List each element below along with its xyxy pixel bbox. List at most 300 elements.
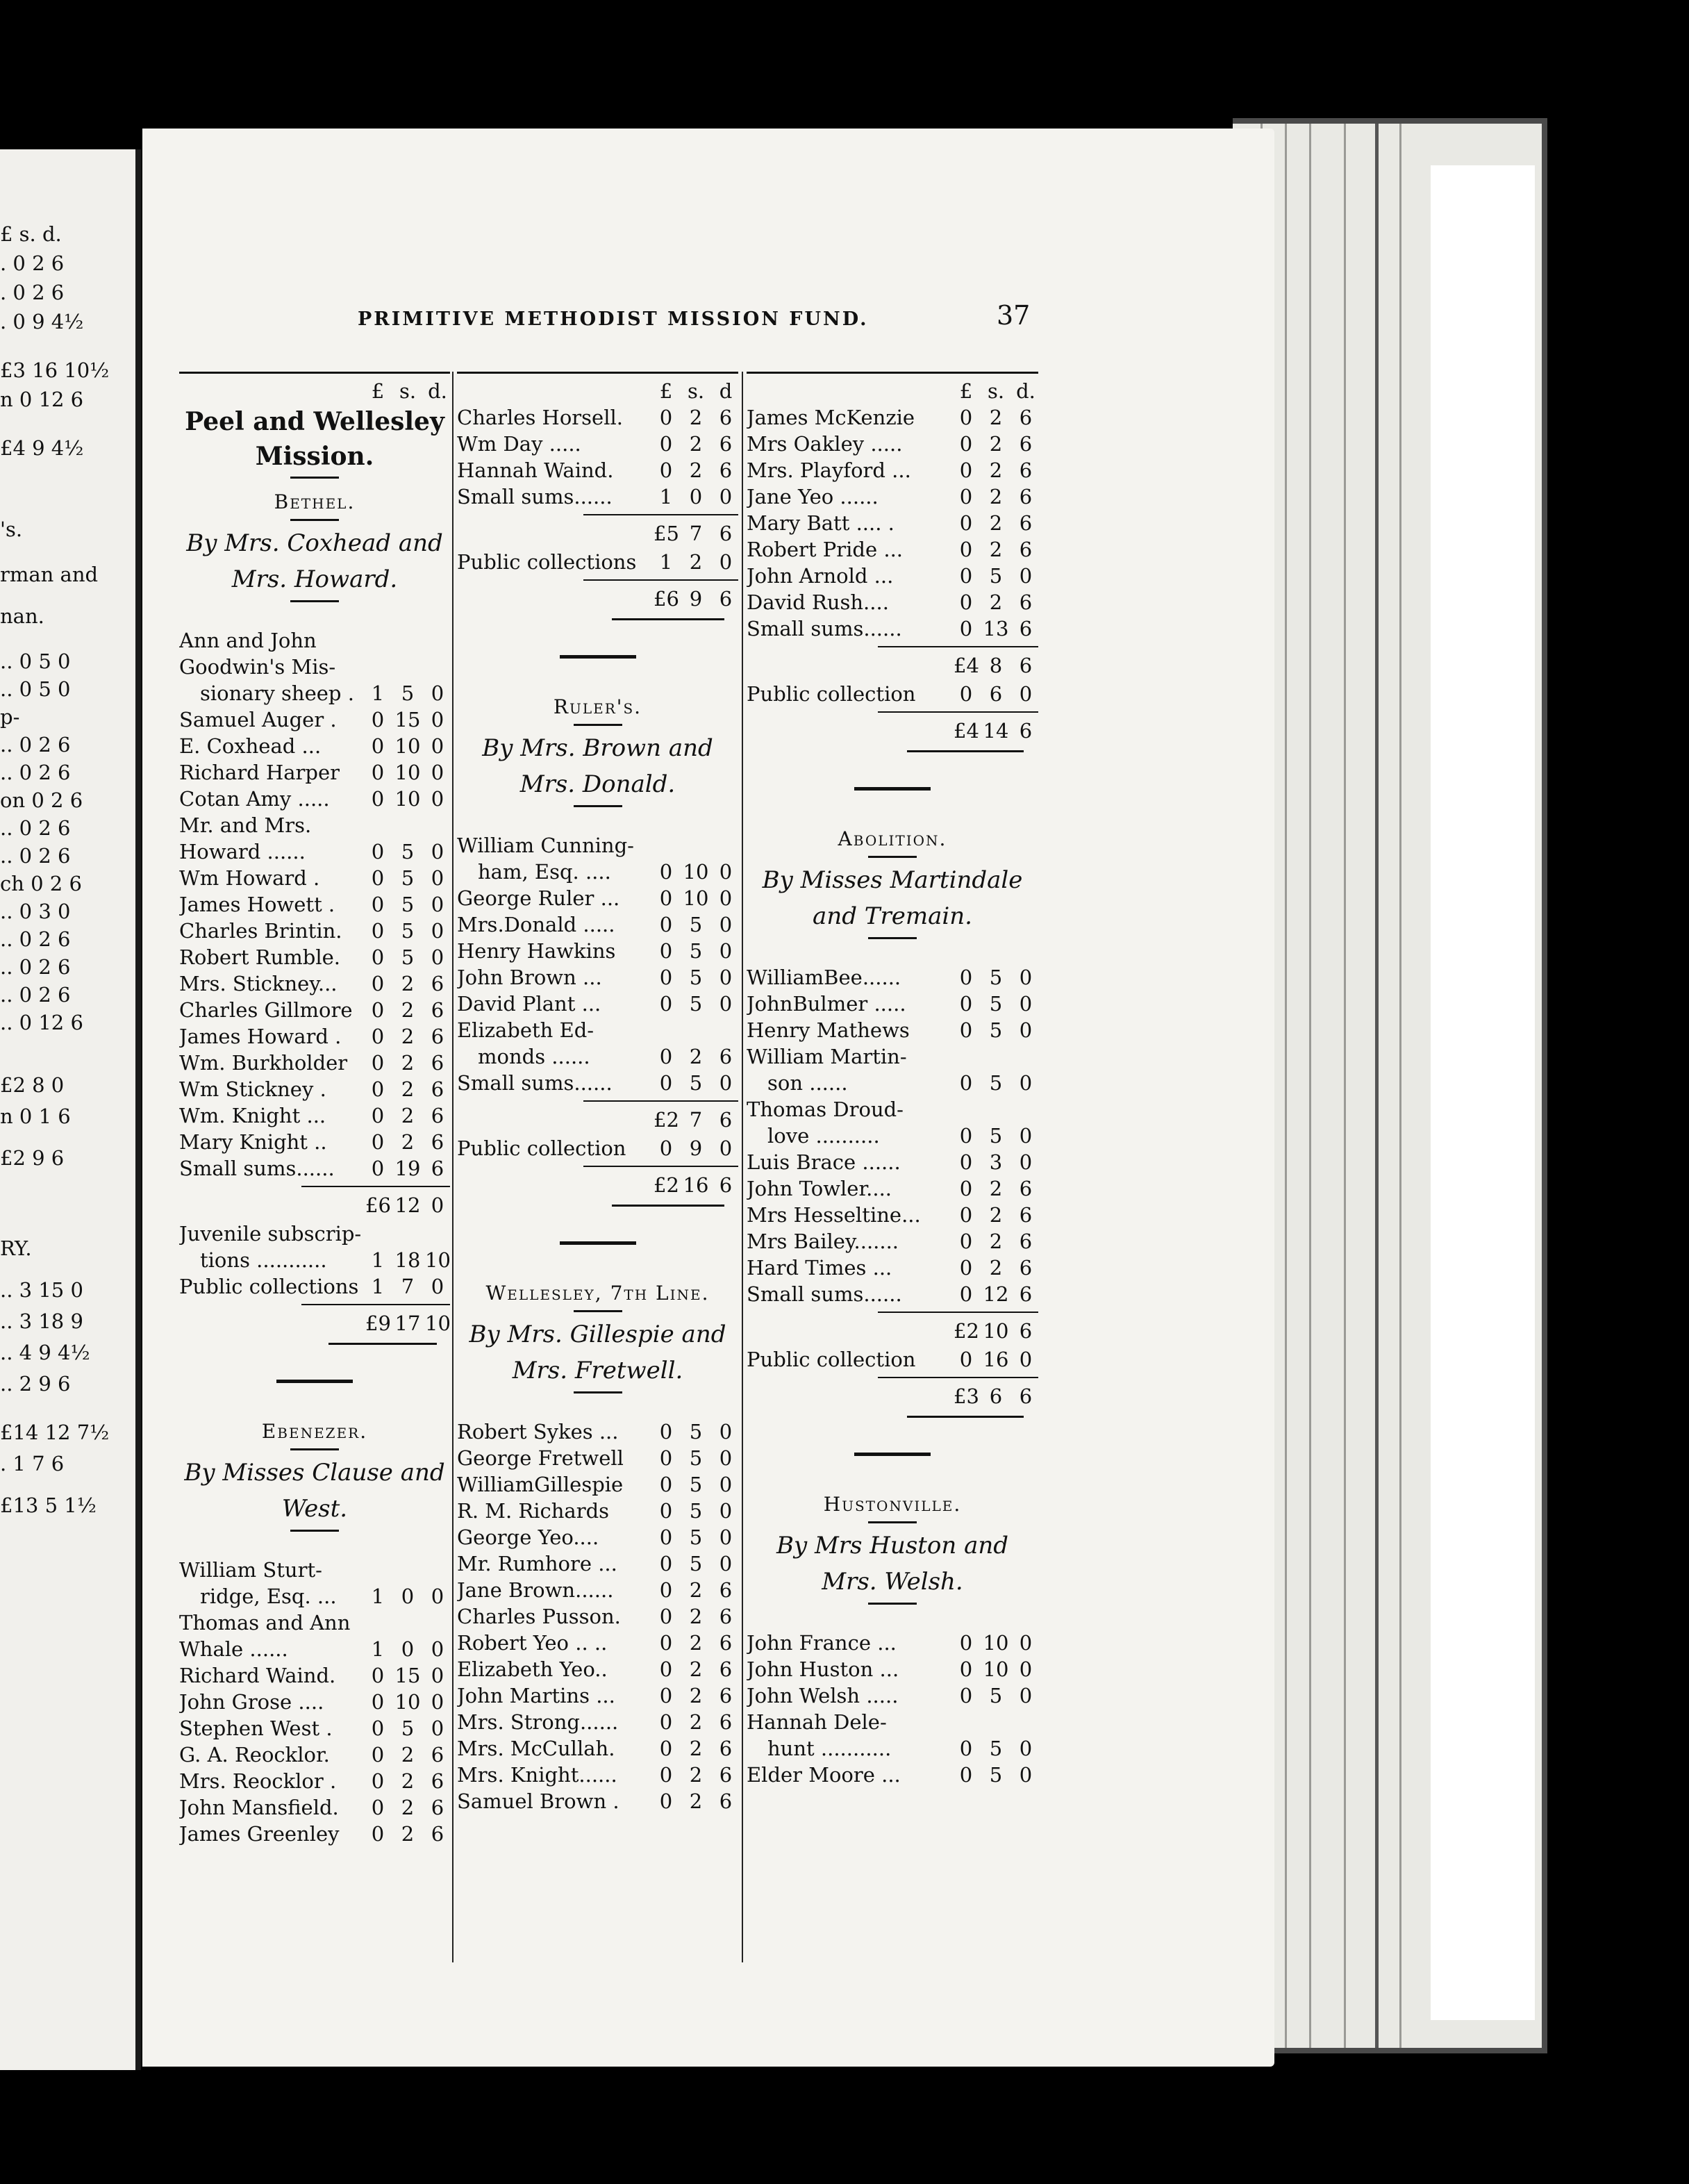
entry-row bbox=[747, 681, 1038, 707]
entry-name: Mrs Hesseltine... bbox=[747, 1203, 921, 1227]
pence: 0 bbox=[719, 1136, 733, 1160]
shillings: 5 bbox=[401, 893, 415, 916]
pence: 0 bbox=[431, 919, 444, 943]
shillings: 2 bbox=[989, 432, 1003, 456]
pounds: 0 bbox=[659, 966, 673, 989]
shillings: 17 bbox=[394, 1312, 421, 1335]
pounds: 0 bbox=[959, 1282, 973, 1306]
entry-row bbox=[457, 1524, 738, 1550]
pounds: £3 bbox=[954, 1384, 979, 1408]
pounds: 0 bbox=[371, 998, 385, 1022]
pounds: 0 bbox=[659, 458, 673, 482]
entry-row bbox=[747, 1202, 1038, 1228]
entry-row bbox=[457, 859, 738, 885]
entry-row bbox=[747, 1656, 1038, 1682]
pence: 0 bbox=[431, 1193, 444, 1217]
entry-name: Goodwin's Mis- bbox=[179, 655, 336, 679]
short-rule bbox=[290, 1530, 339, 1532]
entry-name: John France ... bbox=[747, 1631, 897, 1655]
collectors: By Mrs Huston and bbox=[776, 1532, 1009, 1560]
pence: 0 bbox=[431, 787, 444, 811]
spacer bbox=[457, 1398, 738, 1418]
shillings: 10 bbox=[394, 761, 421, 784]
left-page-line: .. 0 2 6 bbox=[0, 733, 71, 756]
pence: 0 bbox=[431, 1275, 444, 1298]
left-page-line: .. 0 5 0 bbox=[0, 677, 71, 701]
pence: 0 bbox=[1019, 1684, 1033, 1707]
pounds: 0 bbox=[659, 1737, 673, 1760]
pounds: £2 bbox=[654, 1108, 679, 1132]
column-2 bbox=[457, 372, 738, 1814]
left-page-line: RY. bbox=[0, 1236, 32, 1260]
entry-name: John Grose .... bbox=[179, 1690, 324, 1714]
pounds: £6 bbox=[654, 587, 679, 611]
currency-pounds: £ bbox=[959, 379, 973, 403]
entry-row bbox=[747, 1630, 1038, 1656]
shillings: 2 bbox=[689, 550, 703, 574]
pence: 6 bbox=[1019, 1319, 1033, 1343]
sum-rule bbox=[301, 1304, 451, 1305]
shillings: 9 bbox=[689, 1136, 703, 1160]
entry-row bbox=[457, 1682, 738, 1709]
entry-row bbox=[179, 680, 450, 706]
entry-row bbox=[747, 457, 1038, 483]
pounds: 1 bbox=[659, 485, 673, 508]
entry-row bbox=[457, 1135, 738, 1161]
short-rule bbox=[868, 1521, 917, 1523]
pence: 6 bbox=[431, 1130, 444, 1154]
short-rule bbox=[290, 477, 339, 479]
pence: 0 bbox=[719, 1473, 733, 1496]
currency-pence: d bbox=[719, 379, 733, 403]
sum-rule bbox=[583, 1166, 738, 1167]
pence: 0 bbox=[1019, 1124, 1033, 1148]
total bbox=[747, 1381, 1038, 1412]
left-page-line: nan. bbox=[0, 604, 44, 628]
entry-name: WilliamGillespie bbox=[457, 1473, 624, 1496]
pounds: 0 bbox=[659, 913, 673, 936]
shillings: 5 bbox=[689, 913, 703, 936]
entry-row bbox=[179, 654, 450, 680]
entry-row bbox=[179, 1821, 450, 1847]
shillings: 10 bbox=[983, 1657, 1009, 1681]
pence: 0 bbox=[719, 550, 733, 574]
entry-row bbox=[179, 733, 450, 759]
sum-rule bbox=[878, 1377, 1038, 1378]
entry-row bbox=[179, 1129, 450, 1155]
pence: 0 bbox=[719, 1420, 733, 1443]
entry-row bbox=[747, 563, 1038, 589]
page-edges bbox=[1233, 118, 1547, 2053]
pence: 0 bbox=[1019, 564, 1033, 588]
entry-name: Mrs Bailey....... bbox=[747, 1230, 899, 1253]
sum-rule bbox=[301, 1186, 451, 1187]
entry-row bbox=[747, 1017, 1038, 1043]
left-page-line: . 0 2 6 bbox=[0, 251, 65, 275]
short-rule bbox=[290, 1448, 339, 1450]
entry-row bbox=[457, 1550, 738, 1577]
shillings: 5 bbox=[989, 1684, 1003, 1707]
shillings: 2 bbox=[401, 1077, 415, 1101]
entry-name: Howard ...... bbox=[179, 840, 306, 863]
spacer bbox=[747, 943, 1038, 964]
collectors: By Misses Clause and bbox=[184, 1459, 445, 1487]
entry-name: son ...... bbox=[767, 1071, 848, 1095]
shillings: 0 bbox=[401, 1585, 415, 1608]
entry-row bbox=[179, 865, 450, 891]
entry-name: Richard Harper bbox=[179, 761, 340, 784]
entry-name: R. M. Richards bbox=[457, 1499, 610, 1523]
entry-name: Cotan Amy ..... bbox=[179, 787, 330, 811]
pence: 0 bbox=[719, 1552, 733, 1575]
entry-name: WilliamBee...... bbox=[747, 966, 901, 989]
entry-row bbox=[747, 1228, 1038, 1255]
pence: 6 bbox=[719, 522, 733, 545]
entry-row bbox=[747, 1735, 1038, 1762]
pence: 6 bbox=[1019, 511, 1033, 535]
pence: 6 bbox=[719, 1737, 733, 1760]
pence: 6 bbox=[431, 1025, 444, 1048]
entry-row bbox=[457, 1577, 738, 1603]
entry-row bbox=[457, 1656, 738, 1682]
entry-name: William Martin- bbox=[747, 1045, 907, 1068]
entry-row bbox=[179, 706, 450, 733]
entry-name: Small sums...... bbox=[747, 1282, 902, 1306]
entry-name: Luis Brace ...... bbox=[747, 1150, 901, 1174]
entry-name: John Arnold ... bbox=[747, 564, 894, 588]
left-page-line: £ s. d. bbox=[0, 222, 62, 246]
pence: 6 bbox=[719, 1763, 733, 1787]
pence: 6 bbox=[719, 406, 733, 429]
shillings: 10 bbox=[683, 886, 709, 910]
entry-name: John Towler.... bbox=[747, 1177, 892, 1200]
pounds: 0 bbox=[959, 1737, 973, 1760]
running-title: PRIMITIVE METHODIST MISSION FUND. bbox=[358, 308, 869, 330]
shillings: 5 bbox=[689, 939, 703, 963]
entry-name: Public collections bbox=[457, 550, 637, 574]
entry-row bbox=[747, 510, 1038, 536]
entry-row bbox=[179, 1583, 450, 1610]
total bbox=[457, 584, 738, 614]
pence: 0 bbox=[719, 913, 733, 936]
pence: 0 bbox=[431, 761, 444, 784]
entry-row bbox=[457, 1043, 738, 1070]
pence: 0 bbox=[719, 966, 733, 989]
entry-name: E. Coxhead ... bbox=[179, 734, 322, 758]
entry-name: Mr. Rumhore ... bbox=[457, 1552, 617, 1575]
pence: 6 bbox=[719, 458, 733, 482]
spacer bbox=[457, 811, 738, 832]
short-rule bbox=[290, 519, 339, 521]
pounds: 0 bbox=[659, 1525, 673, 1549]
pence: 0 bbox=[719, 886, 733, 910]
pence: 0 bbox=[431, 945, 444, 969]
short-rule bbox=[574, 805, 622, 807]
pounds: £9 bbox=[365, 1312, 391, 1335]
left-page-line: n 0 1 6 bbox=[0, 1105, 71, 1128]
entry-name: Jane Yeo ...... bbox=[747, 485, 879, 508]
pounds: 0 bbox=[659, 432, 673, 456]
entry-name: Robert Sykes ... bbox=[457, 1420, 619, 1443]
pence: 6 bbox=[1019, 406, 1033, 429]
pence: 6 bbox=[431, 1769, 444, 1793]
currency-header bbox=[747, 378, 1038, 404]
entry-name: George Yeo.... bbox=[457, 1525, 599, 1549]
shillings: 2 bbox=[989, 1203, 1003, 1227]
entry-name: Charles Gillmore bbox=[179, 998, 353, 1022]
pounds: 0 bbox=[371, 1690, 385, 1714]
entry-name: Thomas and Ann bbox=[179, 1611, 351, 1635]
entry-name: James Howard . bbox=[179, 1025, 342, 1048]
shillings: 2 bbox=[401, 1743, 415, 1767]
pence: 6 bbox=[1019, 1177, 1033, 1200]
shillings: 5 bbox=[689, 1473, 703, 1496]
pence: 0 bbox=[719, 1499, 733, 1523]
entry-name: monds ...... bbox=[478, 1045, 590, 1068]
pounds: 0 bbox=[659, 1499, 673, 1523]
pence: 0 bbox=[1019, 1631, 1033, 1655]
pence: 0 bbox=[431, 840, 444, 863]
pence: 6 bbox=[719, 1045, 733, 1068]
page-number: 37 bbox=[997, 300, 1031, 331]
section-separator bbox=[854, 1453, 931, 1456]
chapel-name: Bethel. bbox=[274, 490, 356, 513]
entry-row bbox=[747, 1346, 1038, 1373]
entry-name: Charles Horsell. bbox=[457, 406, 623, 429]
pounds: 0 bbox=[371, 708, 385, 731]
shillings: 2 bbox=[401, 1769, 415, 1793]
entry-row bbox=[747, 1709, 1038, 1735]
pence: 10 bbox=[425, 1312, 451, 1335]
shillings: 2 bbox=[989, 511, 1003, 535]
shillings: 2 bbox=[689, 1684, 703, 1707]
entry-row bbox=[747, 1070, 1038, 1096]
pence: 6 bbox=[431, 1743, 444, 1767]
shillings: 2 bbox=[989, 1177, 1003, 1200]
double-rule bbox=[328, 1343, 437, 1345]
shillings: 2 bbox=[401, 1130, 415, 1154]
subtotal bbox=[179, 1190, 450, 1221]
entry-name: George Ruler ... bbox=[457, 886, 620, 910]
entry-row bbox=[179, 1076, 450, 1102]
entry-row bbox=[457, 885, 738, 911]
shillings: 9 bbox=[689, 587, 703, 611]
pounds: 0 bbox=[371, 1157, 385, 1180]
pounds: 0 bbox=[959, 511, 973, 535]
pounds: 1 bbox=[371, 1585, 385, 1608]
entry-row bbox=[179, 1715, 450, 1742]
pence: 0 bbox=[1019, 1018, 1033, 1042]
shillings: 12 bbox=[394, 1193, 421, 1217]
left-page-line: .. 0 2 6 bbox=[0, 844, 71, 868]
entry-name: John Mansfield. bbox=[179, 1796, 339, 1819]
double-rule bbox=[612, 618, 724, 620]
double-rule bbox=[907, 1416, 1024, 1418]
subtotal bbox=[747, 1316, 1038, 1346]
entry-name: Mrs. Knight...... bbox=[457, 1763, 617, 1787]
pounds: 1 bbox=[659, 550, 673, 574]
shillings: 2 bbox=[989, 538, 1003, 561]
pounds: 0 bbox=[371, 1796, 385, 1819]
shillings: 2 bbox=[689, 432, 703, 456]
shillings: 2 bbox=[689, 1631, 703, 1655]
pounds: 0 bbox=[371, 1104, 385, 1127]
entry-row bbox=[179, 1221, 450, 1247]
pounds: 0 bbox=[659, 1763, 673, 1787]
entry-name: love .......... bbox=[767, 1124, 880, 1148]
pence: 6 bbox=[1019, 1230, 1033, 1253]
shillings: 5 bbox=[989, 966, 1003, 989]
left-page-line: £4 9 4½ bbox=[0, 436, 84, 460]
shillings: 8 bbox=[989, 654, 1003, 677]
entry-name: Charles Pusson. bbox=[457, 1605, 621, 1628]
pence: 0 bbox=[719, 860, 733, 884]
entry-row bbox=[457, 1445, 738, 1471]
pence: 6 bbox=[431, 972, 444, 995]
currency-pence: d. bbox=[428, 379, 447, 403]
pence: 0 bbox=[719, 992, 733, 1016]
entry-name: Wm Howard . bbox=[179, 866, 320, 890]
pounds: 0 bbox=[959, 966, 973, 989]
entry-row bbox=[457, 1471, 738, 1498]
entry-row bbox=[179, 1636, 450, 1662]
entry-row bbox=[747, 1175, 1038, 1202]
shillings: 5 bbox=[401, 866, 415, 890]
pounds: 0 bbox=[659, 886, 673, 910]
entry-name: Wm. Knight ... bbox=[179, 1104, 326, 1127]
shillings: 5 bbox=[689, 1420, 703, 1443]
section-separator bbox=[276, 1380, 353, 1383]
pounds: 0 bbox=[959, 1124, 973, 1148]
shillings: 10 bbox=[983, 1319, 1009, 1343]
pence: 6 bbox=[431, 1104, 444, 1127]
shillings: 10 bbox=[394, 787, 421, 811]
pence: 0 bbox=[1019, 1737, 1033, 1760]
shillings: 5 bbox=[401, 681, 415, 705]
entry-name: Elizabeth Yeo.. bbox=[457, 1657, 608, 1681]
entry-row bbox=[747, 991, 1038, 1017]
shillings: 2 bbox=[689, 458, 703, 482]
entry-row bbox=[457, 1709, 738, 1735]
column-rule bbox=[747, 372, 1038, 374]
shillings: 2 bbox=[689, 1763, 703, 1787]
pence: 6 bbox=[1019, 538, 1033, 561]
total bbox=[457, 1170, 738, 1200]
shillings: 10 bbox=[394, 1690, 421, 1714]
pounds: 0 bbox=[371, 734, 385, 758]
entry-row bbox=[179, 1557, 450, 1583]
pounds: 0 bbox=[959, 1203, 973, 1227]
shillings: 5 bbox=[989, 564, 1003, 588]
pounds: 0 bbox=[371, 1077, 385, 1101]
currency-shillings: s. bbox=[987, 379, 1005, 403]
entry-row bbox=[457, 1788, 738, 1814]
short-rule bbox=[574, 724, 622, 726]
entry-name: John Brown ... bbox=[457, 966, 602, 989]
pounds: 1 bbox=[371, 681, 385, 705]
shillings: 5 bbox=[989, 1737, 1003, 1760]
entry-name: James Greenley bbox=[179, 1822, 340, 1846]
collectors: Mrs. Welsh. bbox=[822, 1568, 963, 1596]
pence: 0 bbox=[719, 939, 733, 963]
chapel-name: Ruler's. bbox=[553, 695, 642, 718]
entry-name: Wm Stickney . bbox=[179, 1077, 326, 1101]
entry-row bbox=[747, 1149, 1038, 1175]
pence: 6 bbox=[719, 1631, 733, 1655]
entry-name: Jane Brown...... bbox=[457, 1578, 614, 1602]
pounds: 0 bbox=[659, 1446, 673, 1470]
entry-row bbox=[457, 431, 738, 457]
entry-name: hunt ........... bbox=[767, 1737, 892, 1760]
left-page-line: .. 0 2 6 bbox=[0, 816, 71, 840]
chapel-name: Hustonville. bbox=[823, 1493, 962, 1516]
left-page-line: .. 2 9 6 bbox=[0, 1372, 71, 1396]
entry-row bbox=[179, 1050, 450, 1076]
entry-name: tions ........... bbox=[200, 1248, 327, 1272]
pence: 6 bbox=[1019, 1256, 1033, 1280]
pounds: 0 bbox=[959, 992, 973, 1016]
pence: 0 bbox=[719, 1525, 733, 1549]
entry-row bbox=[747, 431, 1038, 457]
spacer bbox=[747, 1609, 1038, 1630]
entry-row bbox=[457, 938, 738, 964]
sum-rule bbox=[583, 1100, 738, 1102]
shillings: 2 bbox=[689, 1710, 703, 1734]
pence: 6 bbox=[719, 1657, 733, 1681]
entry-row bbox=[179, 891, 450, 918]
entry-name: Mary Batt .... . bbox=[747, 511, 895, 535]
pounds: 0 bbox=[659, 1657, 673, 1681]
pounds: 0 bbox=[371, 1051, 385, 1075]
currency-header bbox=[179, 378, 450, 404]
pounds: 0 bbox=[371, 1716, 385, 1740]
left-page-line: n 0 12 6 bbox=[0, 388, 84, 411]
pounds: 0 bbox=[959, 485, 973, 508]
entry-name: Mrs. McCullah. bbox=[457, 1737, 615, 1760]
entry-name: Wm. Burkholder bbox=[179, 1051, 348, 1075]
entry-row bbox=[457, 1017, 738, 1043]
section-separator bbox=[560, 1241, 636, 1245]
entry-row bbox=[457, 1630, 738, 1656]
shillings: 2 bbox=[689, 1578, 703, 1602]
entry-row bbox=[179, 1662, 450, 1689]
entry-name: David Plant ... bbox=[457, 992, 601, 1016]
entry-name: Mrs. Strong...... bbox=[457, 1710, 619, 1734]
shillings: 5 bbox=[689, 992, 703, 1016]
shillings: 5 bbox=[689, 966, 703, 989]
entry-row bbox=[179, 1794, 450, 1821]
shillings: 2 bbox=[689, 1737, 703, 1760]
shillings: 13 bbox=[983, 617, 1009, 640]
currency-header bbox=[457, 378, 738, 404]
entry-name: Henry Mathews bbox=[747, 1018, 910, 1042]
shillings: 10 bbox=[394, 734, 421, 758]
entry-row bbox=[747, 1096, 1038, 1123]
pounds: £6 bbox=[365, 1193, 391, 1217]
shillings: 3 bbox=[989, 1150, 1003, 1174]
shillings: 2 bbox=[689, 1657, 703, 1681]
pounds: 0 bbox=[659, 939, 673, 963]
pence: 6 bbox=[1019, 654, 1033, 677]
pounds: 0 bbox=[959, 1631, 973, 1655]
pounds: 0 bbox=[371, 893, 385, 916]
entry-name: Public collection bbox=[747, 682, 916, 706]
shillings: 2 bbox=[401, 1051, 415, 1075]
pounds: 0 bbox=[371, 787, 385, 811]
left-page-line: .. 0 3 0 bbox=[0, 900, 71, 923]
entry-name: Henry Hawkins bbox=[457, 939, 616, 963]
entry-name: Hannah Dele- bbox=[747, 1710, 887, 1734]
